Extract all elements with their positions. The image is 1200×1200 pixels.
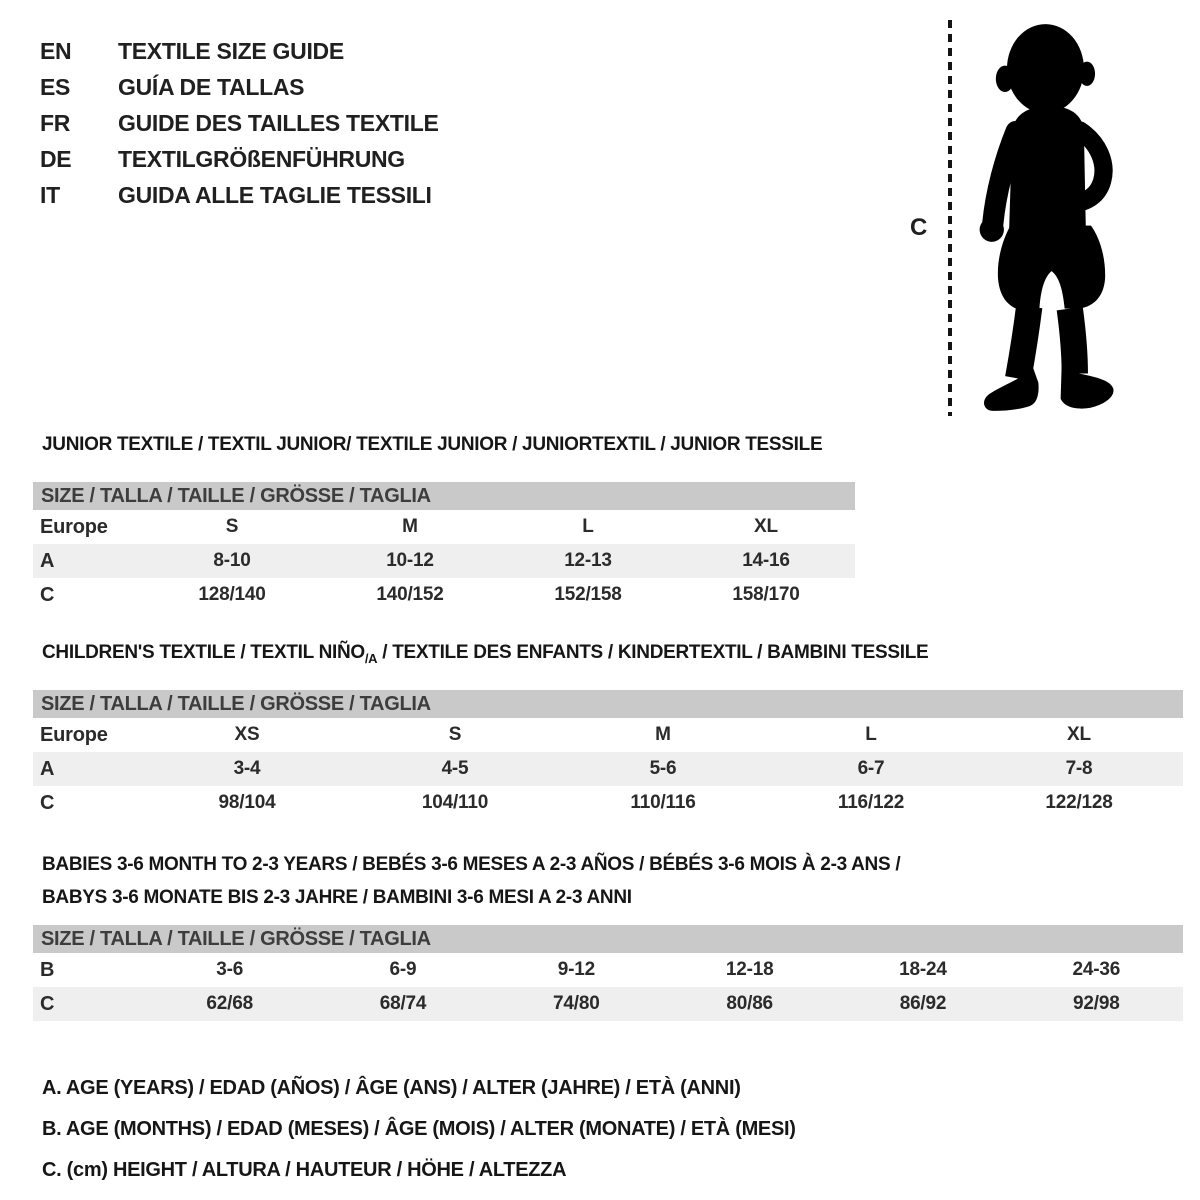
row-label: Europe [40, 515, 108, 538]
children-title-part2: / TEXTILE DES ENFANTS / KINDERTEXTIL / BAMBINI TESSILE [377, 642, 929, 663]
size-header-label: SIZE / TALLA / TAILLE / GRÖSSE / TAGLIA [41, 484, 431, 507]
children-section-title [42, 642, 928, 666]
lang-title: GUÍA DE TALLAS [118, 74, 305, 100]
lang-code: IT [40, 182, 60, 208]
lang-row-en [40, 33, 439, 69]
age-value: 18-24 [899, 959, 947, 980]
lang-row-de [40, 141, 439, 177]
junior-section-title: JUNIOR TEXTILE / TEXTIL JUNIOR/ TEXTILE JUNIOR / JUNIORTEXTIL / JUNIOR TESSILE [42, 434, 823, 455]
legend-line-c: C. (cm) HEIGHT / ALTURA / HAUTEUR / HÖHE / ALTEZZA [42, 1159, 567, 1181]
row-label: A [40, 757, 55, 780]
size-value: S [448, 724, 462, 745]
size-value: M [402, 516, 418, 537]
children-size-table [33, 690, 1183, 820]
height-value: 62/68 [206, 993, 253, 1014]
children-title-suffix: /A [364, 650, 378, 666]
height-value: 92/98 [1073, 993, 1120, 1014]
lang-code: DE [40, 146, 72, 172]
size-value: XL [1067, 724, 1091, 745]
row-label: A [40, 549, 55, 572]
lang-code: FR [40, 110, 71, 136]
height-value: 128/140 [198, 584, 266, 605]
lang-title: TEXTILGRÖßENFÜHRUNG [118, 146, 405, 172]
table-row-height [33, 578, 855, 612]
babies-size-table [33, 925, 1183, 1021]
age-value: 5-6 [649, 758, 677, 779]
size-value: L [865, 724, 877, 745]
babies-title-line2: BABYS 3-6 MONATE BIS 2-3 JAHRE / BAMBINI 3-6 MESI A 2-3 ANNI [42, 887, 632, 908]
height-value: 86/92 [899, 993, 947, 1014]
size-value: XS [234, 724, 260, 745]
table-row-height [33, 786, 1183, 820]
age-value: 4-5 [441, 758, 469, 779]
table-row-age-months [33, 953, 1183, 987]
size-value: S [225, 516, 239, 537]
size-header-label: SIZE / TALLA / TAILLE / GRÖSSE / TAGLIA [41, 927, 431, 950]
age-value: 10-12 [386, 550, 434, 571]
height-value: 110/116 [630, 792, 696, 813]
table-row-height [33, 987, 1183, 1021]
lang-code: ES [40, 74, 71, 100]
size-header-bar [33, 690, 1183, 718]
height-value: 158/170 [732, 584, 800, 605]
height-value: 104/110 [421, 792, 489, 813]
lang-title: GUIDA ALLE TAGLIE TESSILI [118, 182, 432, 208]
lang-code: EN [40, 38, 72, 64]
lang-title: TEXTILE SIZE GUIDE [118, 38, 344, 64]
lang-title: GUIDE DES TAILLES TEXTILE [118, 110, 439, 136]
height-value: 116/122 [837, 792, 905, 813]
height-value: 140/152 [376, 584, 444, 605]
age-value: 12-18 [725, 959, 774, 980]
size-value: XL [754, 516, 778, 537]
size-header-bar [33, 925, 1183, 953]
height-dashed-line [948, 20, 952, 416]
age-value: 14-16 [742, 550, 790, 571]
table-row-europe [33, 510, 855, 544]
size-header-label: SIZE / TALLA / TAILLE / GRÖSSE / TAGLIA [41, 692, 431, 715]
lang-row-fr [40, 105, 439, 141]
age-value: 3-4 [233, 758, 261, 779]
babies-title-line1: BABIES 3-6 MONTH TO 2-3 YEARS / BEBÉS 3-6 MESES A 2-3 AÑOS / BÉBÉS 3-6 MOIS À 2-3 ANS / [42, 854, 901, 875]
row-label: C [40, 583, 55, 606]
legend-line-a: A. AGE (YEARS) / EDAD (AÑOS) / ÂGE (ANS) / ALTER (JAHRE) / ETÀ (ANNI) [42, 1077, 741, 1099]
legend-line-b: B. AGE (MONTHS) / EDAD (MESES) / ÂGE (MOIS) / ALTER (MONATE) / ETÀ (MESI) [42, 1118, 796, 1140]
table-row-europe [33, 718, 1183, 752]
height-measure-label: C [910, 214, 928, 241]
age-value: 9-12 [557, 959, 595, 980]
height-value: 80/86 [726, 993, 773, 1014]
size-value: L [582, 516, 594, 537]
height-value: 68/74 [379, 993, 427, 1014]
age-value: 6-9 [389, 959, 417, 980]
height-value: 122/128 [1045, 792, 1113, 813]
height-value: 74/80 [553, 993, 600, 1014]
height-value: 152/158 [554, 584, 622, 605]
table-row-age-years [33, 544, 855, 578]
age-value: 3-6 [216, 959, 244, 980]
age-value: 24-36 [1072, 959, 1121, 980]
language-title-list [40, 33, 439, 213]
height-value: 98/104 [218, 792, 276, 813]
row-label: Europe [40, 723, 108, 746]
size-header-bar [33, 482, 855, 510]
babies-section-title [42, 848, 900, 914]
row-label: B [40, 958, 55, 981]
row-label: C [40, 791, 55, 814]
table-row-age-years [33, 752, 1183, 786]
measurement-legend [42, 1068, 796, 1191]
junior-size-table [33, 482, 855, 612]
age-value: 6-7 [857, 758, 885, 779]
toddler-silhouette [958, 14, 1143, 419]
age-value: 7-8 [1065, 758, 1093, 779]
lang-row-es [40, 69, 439, 105]
row-label: C [40, 992, 55, 1015]
age-value: 12-13 [564, 550, 612, 571]
children-title-part1: CHILDREN'S TEXTILE / TEXTIL NIÑO [42, 642, 365, 663]
size-value: M [655, 724, 671, 745]
age-value: 8-10 [213, 550, 251, 571]
lang-row-it [40, 177, 439, 213]
